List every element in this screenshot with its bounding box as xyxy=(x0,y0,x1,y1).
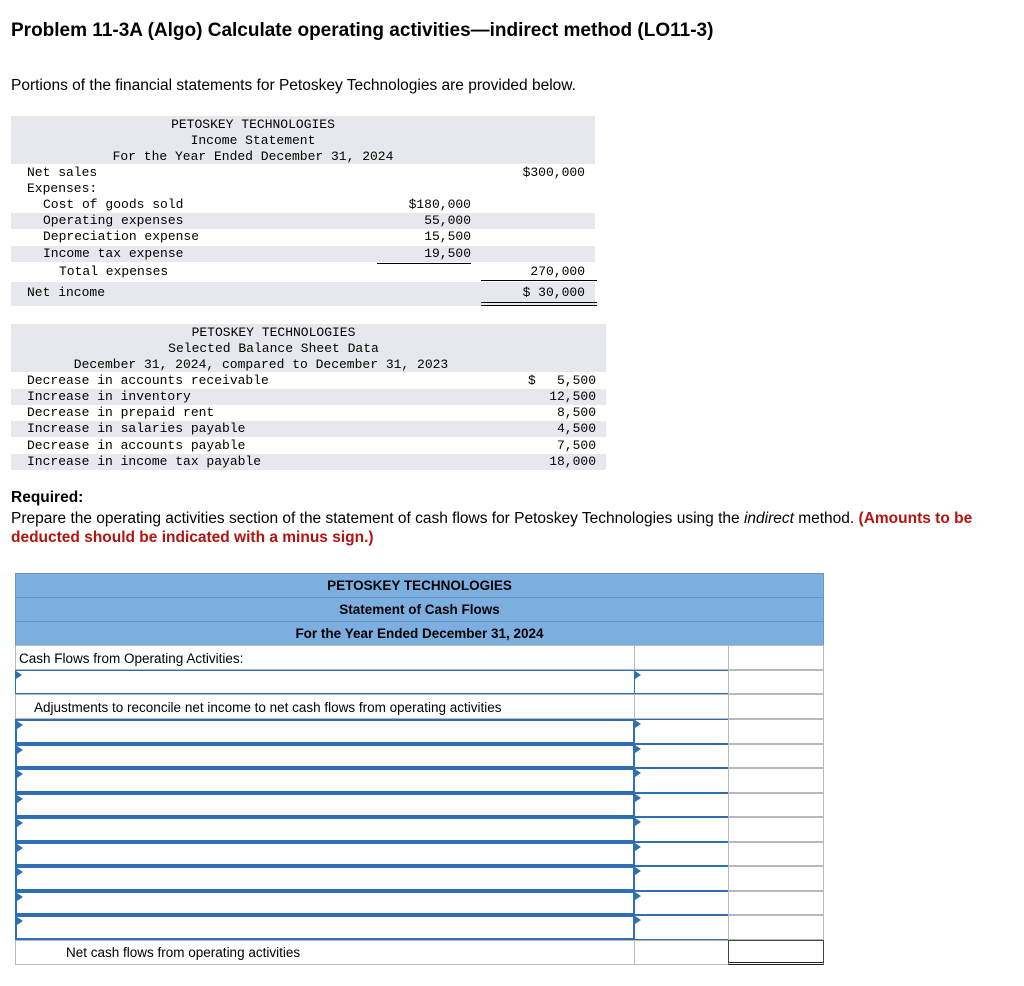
expense-label: Depreciation expense xyxy=(43,229,200,244)
adjustment-amount-input[interactable] xyxy=(634,891,729,915)
required-text: method. xyxy=(793,510,859,527)
dropdown-marker-icon xyxy=(635,745,641,753)
total-cell xyxy=(728,891,824,915)
net-sales-label: Net sales xyxy=(27,165,98,180)
required-emphasis: indirect xyxy=(743,510,794,527)
total-cell xyxy=(728,768,824,793)
adjustment-amount-input[interactable] xyxy=(634,866,729,891)
expense-value: 15,500 xyxy=(424,229,471,244)
worksheet-statement-title: Statement of Cash Flows xyxy=(15,597,824,622)
dropdown-marker-icon xyxy=(17,917,23,925)
required-note: (Amounts to be deducted should be indicated with a minus sign.) xyxy=(11,510,973,546)
subtotal-rule xyxy=(377,263,471,264)
amount-cell xyxy=(634,940,729,965)
adjustment-description-input[interactable] xyxy=(15,768,635,793)
total-cell xyxy=(728,645,824,670)
total-expenses-label: Total expenses xyxy=(59,264,169,279)
adjustment-amount-input[interactable] xyxy=(634,793,729,817)
problem-title: Problem 11-3A (Algo) Calculate operating activities—indirect method (LO11-3) xyxy=(11,20,714,41)
expense-label: Income tax expense xyxy=(43,246,184,261)
adjustment-description-input[interactable] xyxy=(15,744,635,768)
cfo-label: Cash Flows from Operating Activities: xyxy=(19,651,244,666)
amount-cell xyxy=(634,694,729,719)
dropdown-marker-icon xyxy=(635,867,641,875)
total-rule xyxy=(481,280,597,281)
dropdown-marker-icon xyxy=(17,844,23,852)
net-cash-flows-label: Net cash flows from operating activities xyxy=(66,945,301,960)
balance-title: Selected Balance Sheet Data xyxy=(168,341,379,356)
income-statement xyxy=(11,116,595,306)
required-instructions xyxy=(11,509,1019,547)
balance-item-value: 18,000 xyxy=(549,454,596,469)
balance-sheet-data xyxy=(11,324,606,472)
dropdown-marker-icon xyxy=(17,893,23,901)
net-income-description-input[interactable] xyxy=(15,670,635,694)
adjustments-label: Adjustments to reconcile net income to net cash flows from operating activities xyxy=(34,700,502,715)
adjustment-description-input[interactable] xyxy=(15,891,635,915)
total-cell xyxy=(728,670,824,694)
total-cell xyxy=(728,842,824,866)
dropdown-marker-icon xyxy=(635,794,641,802)
net-income-label: Net income xyxy=(27,285,106,300)
dropdown-marker-icon xyxy=(17,770,23,778)
balance-company: PETOSKEY TECHNOLOGIES xyxy=(191,325,356,340)
net-sales-value: $300,000 xyxy=(522,165,585,180)
adjustment-description-input[interactable] xyxy=(15,866,635,891)
required-text: Prepare the operating activities section of the statement of cash flows for Petoskey Technologies using the xyxy=(11,510,744,527)
dropdown-marker-icon xyxy=(17,795,23,803)
balance-item-value: 7,500 xyxy=(556,438,596,453)
adjustment-description-input[interactable] xyxy=(15,719,635,744)
dropdown-marker-icon xyxy=(635,892,641,900)
adjustment-amount-input[interactable] xyxy=(634,842,729,866)
adjustment-description-input[interactable] xyxy=(15,915,635,940)
balance-item-value: 12,500 xyxy=(549,389,596,404)
dropdown-marker-icon xyxy=(635,720,641,728)
dropdown-marker-icon xyxy=(635,843,641,851)
double-rule-top xyxy=(481,302,597,303)
total-cell xyxy=(728,793,824,817)
adjustment-amount-input[interactable] xyxy=(634,915,729,940)
balance-item-label: Increase in inventory xyxy=(27,389,191,404)
dropdown-marker-icon xyxy=(635,818,641,826)
total-cell xyxy=(728,866,824,891)
adjustment-description-input[interactable] xyxy=(15,793,635,817)
total-cell xyxy=(728,817,824,842)
amount-cell xyxy=(634,645,729,670)
total-expenses-value: 270,000 xyxy=(530,264,585,279)
expense-value: 19,500 xyxy=(424,246,471,261)
double-rule-bottom xyxy=(481,305,597,306)
balance-item-value: 4,500 xyxy=(556,421,596,436)
dropdown-marker-icon xyxy=(17,721,23,729)
adjustment-amount-input[interactable] xyxy=(634,744,729,768)
balance-period: December 31, 2024, compared to December 31, 2023 xyxy=(73,357,449,372)
income-title: Income Statement xyxy=(190,133,316,148)
cash-flow-worksheet xyxy=(15,573,824,965)
dropdown-marker-icon xyxy=(635,916,641,924)
balance-item-value: 8,500 xyxy=(556,405,596,420)
dropdown-marker-icon xyxy=(635,671,641,679)
worksheet-company: PETOSKEY TECHNOLOGIES xyxy=(15,573,824,598)
dropdown-marker-icon xyxy=(635,769,641,777)
dropdown-marker-icon xyxy=(17,819,23,827)
net-income-value: $ 30,000 xyxy=(522,285,585,300)
expense-label: Operating expenses xyxy=(43,213,184,228)
adjustment-amount-input[interactable] xyxy=(634,817,729,842)
worksheet-period: For the Year Ended December 31, 2024 xyxy=(15,621,824,646)
balance-item-label: Decrease in accounts payable xyxy=(27,438,246,453)
income-company: PETOSKEY TECHNOLOGIES xyxy=(171,117,335,132)
balance-item-label: Increase in salaries payable xyxy=(27,421,246,436)
expense-value: 55,000 xyxy=(424,213,471,228)
expense-label: Cost of goods sold xyxy=(43,197,184,212)
required-heading: Required: xyxy=(11,489,84,506)
total-cell xyxy=(728,915,824,940)
adjustment-amount-input[interactable] xyxy=(634,719,729,744)
total-cell xyxy=(728,744,824,768)
balance-item-label: Decrease in prepaid rent xyxy=(27,405,215,420)
net-income-amount-input[interactable] xyxy=(634,670,729,694)
income-period: For the Year Ended December 31, 2024 xyxy=(112,149,394,164)
dropdown-marker-icon xyxy=(16,671,22,679)
balance-item-label: Decrease in accounts receivable xyxy=(27,373,269,388)
total-cell xyxy=(728,694,824,719)
expense-value: $180,000 xyxy=(408,197,471,212)
balance-item-value: 5,500 xyxy=(556,373,596,388)
expenses-label: Expenses: xyxy=(27,181,98,196)
adjustment-amount-input[interactable] xyxy=(634,768,729,793)
dropdown-marker-icon xyxy=(17,868,23,876)
dropdown-marker-icon xyxy=(17,746,23,754)
adjustment-description-input[interactable] xyxy=(15,817,635,842)
net-cash-flows-total-input[interactable] xyxy=(728,940,824,965)
balance-item-label: Increase in income tax payable xyxy=(27,454,262,469)
adjustment-description-input[interactable] xyxy=(15,842,635,866)
intro-text: Portions of the financial statements for Petoskey Technologies are provided below. xyxy=(11,77,576,94)
total-cell xyxy=(728,719,824,744)
dollar-sign: $ xyxy=(528,373,536,388)
